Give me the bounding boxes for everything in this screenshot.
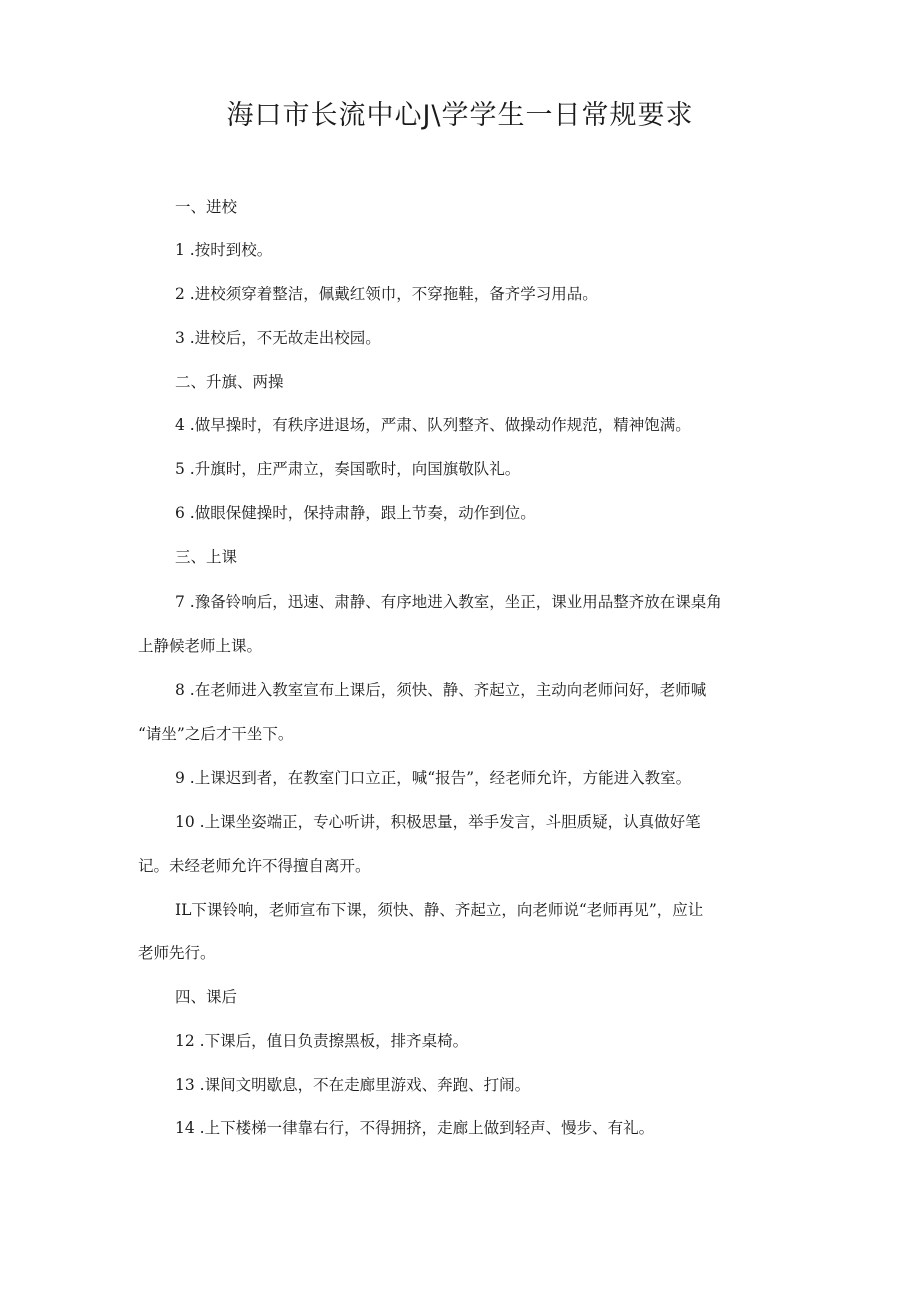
- rule-item-9: 9 .上课迟到者，在教室门口立正，喊“报告”，经老师允许，方能进入教室。: [175, 769, 692, 787]
- section-heading-enter-school: 一、进校: [175, 198, 238, 216]
- rule-item-2: 2 .进校须穿着整洁，佩戴红领巾，不穿拖鞋，备齐学习用品。: [175, 285, 598, 303]
- rule-item-13: 13 .课间文明歇息，不在走廊里游戏、奔跑、打闹。: [175, 1076, 531, 1094]
- rule-item-7-continued: 上静候老师上课。: [138, 637, 263, 655]
- rule-item-6: 6 .做眼保健操时，保持肃静，跟上节奏，动作到位。: [175, 504, 536, 522]
- rule-item-3: 3 .进校后，不无故走出校园。: [175, 329, 381, 347]
- section-heading-class: 三、上课: [175, 548, 238, 566]
- rule-item-8-continued: “请坐”之后才干坐下。: [138, 725, 294, 743]
- rule-item-8: 8 .在老师进入教室宣布上课后，须快、静、齐起立，主动向老师问好，老师喊: [175, 681, 707, 699]
- rule-item-14: 14 .上下楼梯一律靠右行，不得拥挤，走廊上做到轻声、慢步、有礼。: [175, 1119, 655, 1137]
- page-title: 海口市长流中心J\学学生一日常规要求: [226, 100, 694, 131]
- rule-item-10: 10 .上课坐姿端正，专心听讲，积极思量，举手发言，斗胆质疑，认真做好笔: [175, 813, 701, 831]
- rule-item-10-continued: 记。未经老师允许不得擅自离开。: [138, 857, 371, 875]
- rule-item-11-continued: 老师先行。: [138, 944, 216, 962]
- rule-item-12: 12 .下课后，值日负责擦黑板，排齐桌椅。: [175, 1032, 469, 1050]
- rule-item-5: 5 .升旗时，庄严肃立，奏国歌时，向国旗敬队礼。: [175, 460, 521, 478]
- section-heading-after-class: 四、课后: [175, 988, 238, 1006]
- rule-item-7: 7 .豫备铃响后，迅速、肃静、有序地进入教室，坐正，课业用品整齐放在课桌角: [175, 593, 722, 611]
- rule-item-4: 4 .做早操时，有秩序进退场，严肃、队列整齐、做操动作规范，精神饱满。: [175, 416, 691, 434]
- rule-item-1: 1 .按时到校。: [175, 241, 273, 259]
- rule-item-11: IL下课铃响，老师宣布下课，须快、静、齐起立，向老师说“老师再见”，应让: [175, 901, 704, 919]
- section-heading-flag-exercises: 二、升旗、两操: [175, 373, 284, 391]
